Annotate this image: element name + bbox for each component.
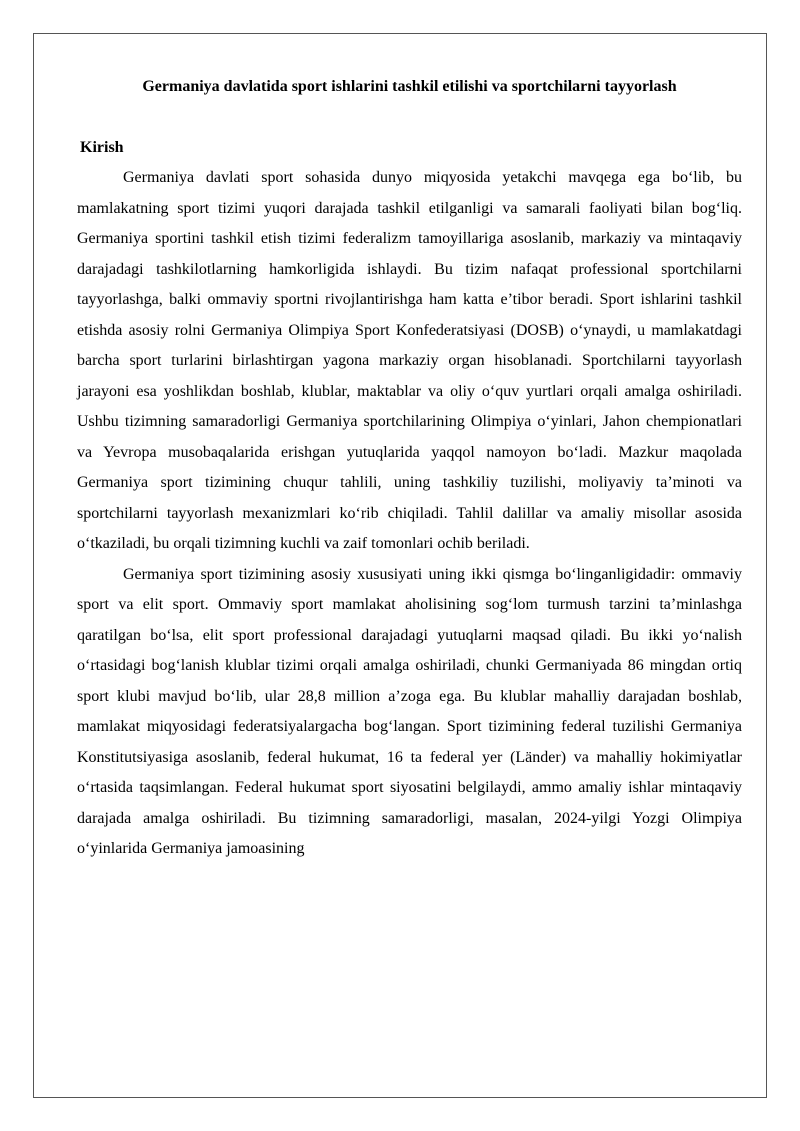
document-body — [77, 75, 742, 865]
section-heading-introduction: Kirish — [80, 139, 124, 156]
document-title: Germaniya davlatida sport ishlarini tashkil etilishi va sportchilarni tayyorlash — [142, 78, 677, 95]
paragraph: Germaniya sport tizimining asosiy xususiyati uning ikki qismga bo‘linganligidadir: ommaviy sport va elit sport. Ommaviy sport mamlakat aholisining sog‘lom turmush tarzini ta’minlashga qaratilgan bo‘lsa, elit sport professional darajadagi yutuqlarni maqsad qiladi. Bu ikki yo‘nalish o‘rtasidagi bog‘lanish klublar tizimi orqali amalga oshiriladi, chunki Germaniyada 86 mingdan ortiq sport klubi mavjud bo‘lib, ular 28,8 million a’zoga ega. Bu klublar mahalliy darajadan boshlab, mamlakat miqyosidagi federatsiyalargacha bog‘langan. Sport tizimining federal tuzilishi Germaniya Konstitutsiyasiga asoslanib, federal hukumat, 16 ta federal yer (Länder) va mahalliy hokimiyatlar o‘rtasida taqsimlangan. Federal hukumat sport siyosatini belgilaydi, ammo amaliy ishlar mintaqaviy darajada amalga oshiriladi. Bu tizimning samaradorligi, masalan, 2024-yilgi Yozgi Olimpiya o‘yinlarida Germaniya jamoasining — [77, 565, 742, 857]
paragraph: Germaniya davlati sport sohasida dunyo miqyosida yetakchi mavqega ega bo‘lib, bu mamlakatning sport tizimi yuqori darajada tashkil etilganligi va samarali faoliyati bilan bog‘liq. Germaniya sportini tashkil etish tizimi federalizm tamoyillariga asoslanib, markaziy va mintaqaviy darajadagi tashkilotlarning hamkorligida ishlaydi. Bu tizim nafaqat professional sportchilarni tayyorlashga, balki ommaviy sportni rivojlantirishga ham katta e’tibor beradi. Sport ishlarini tashkil etishda asosiy rolni Germaniya Olimpiya Sport Konfederatsiyasi (DOSB) o‘ynaydi, u mamlakatdagi barcha sport turlarini birlashtirgan yagona markaziy organ hisoblanadi. Sportchilarni tayyorlash jarayoni esa yoshlikdan boshlab, klublar, maktablar va oliy o‘quv yurtlari orqali amalga oshiriladi. Ushbu tizimning samaradorligi Germaniya sportchilarining Olimpiya o‘yinlari, Jahon chempionatlari va Yevropa musobaqalarida erishgan yutuqlarida yaqqol namoyon bo‘ladi. Mazkur maqolada Germaniya sport tizimining chuqur tahlili, uning tashkiliy tuzilishi, moliyaviy ta’minoti va sportchilarni tayyorlash mexanizmlari ko‘rib chiqiladi. Tahlil dalillar va amaliy misollar asosida o‘tkaziladi, bu orqali tizimning kuchli va zaif tomonlari ochib beriladi. — [77, 169, 742, 552]
